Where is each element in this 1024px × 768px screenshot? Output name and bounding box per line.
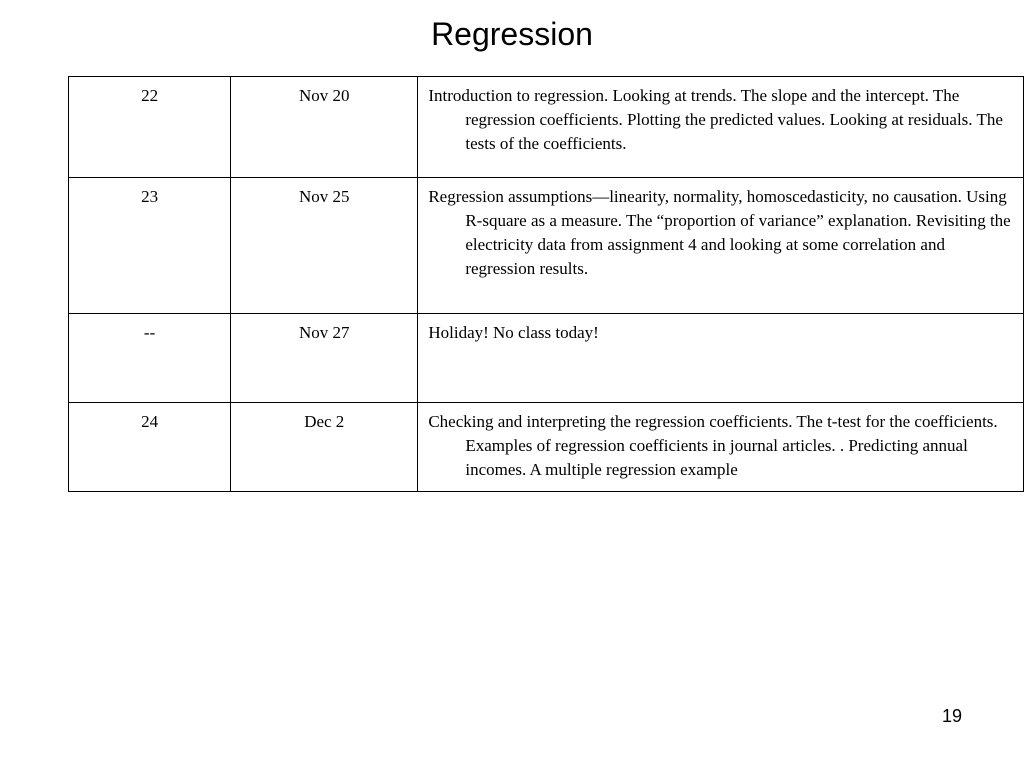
schedule-table	[68, 76, 1024, 492]
session-description-cell	[418, 77, 1024, 178]
session-date-cell: Nov 25	[231, 178, 418, 314]
session-description-cell	[418, 314, 1024, 403]
table-row	[69, 403, 1024, 492]
page-number: 19	[941, 706, 962, 726]
session-number-cell: --	[69, 314, 231, 403]
session-number-cell: 24	[69, 403, 231, 492]
session-number-cell: 22	[69, 77, 231, 178]
table-row	[69, 178, 1024, 314]
session-date-cell: Dec 2	[231, 403, 418, 492]
session-description-text: Checking and interpreting the regression coefficients. The t-test for the coefficients. Examples of regression coefficients in journal articles. . Predicting annual incomes. A multiple regression example	[428, 412, 998, 479]
session-description-cell	[418, 178, 1024, 314]
session-date-cell: Nov 27	[231, 314, 418, 403]
session-date-cell: Nov 20	[231, 77, 418, 178]
session-description-cell	[418, 403, 1024, 492]
session-description-text: Introduction to regression. Looking at trends. The slope and the intercept. The regression coefficients. Plotting the predicted values. Looking at residuals. The tests of the coefficients.	[428, 86, 1003, 153]
slide-title: Regression	[431, 16, 593, 52]
session-description-text: Holiday! No class today!	[428, 323, 599, 342]
table-row	[69, 77, 1024, 178]
table-row	[69, 314, 1024, 403]
session-number-cell: 23	[69, 178, 231, 314]
session-description-text: Regression assumptions—linearity, normality, homoscedasticity, no causation. Using R-square as a measure. The “proportion of variance” explanation. Revisiting the electricity data from assignment 4 and looking at some correlation and regression results.	[428, 187, 1011, 278]
